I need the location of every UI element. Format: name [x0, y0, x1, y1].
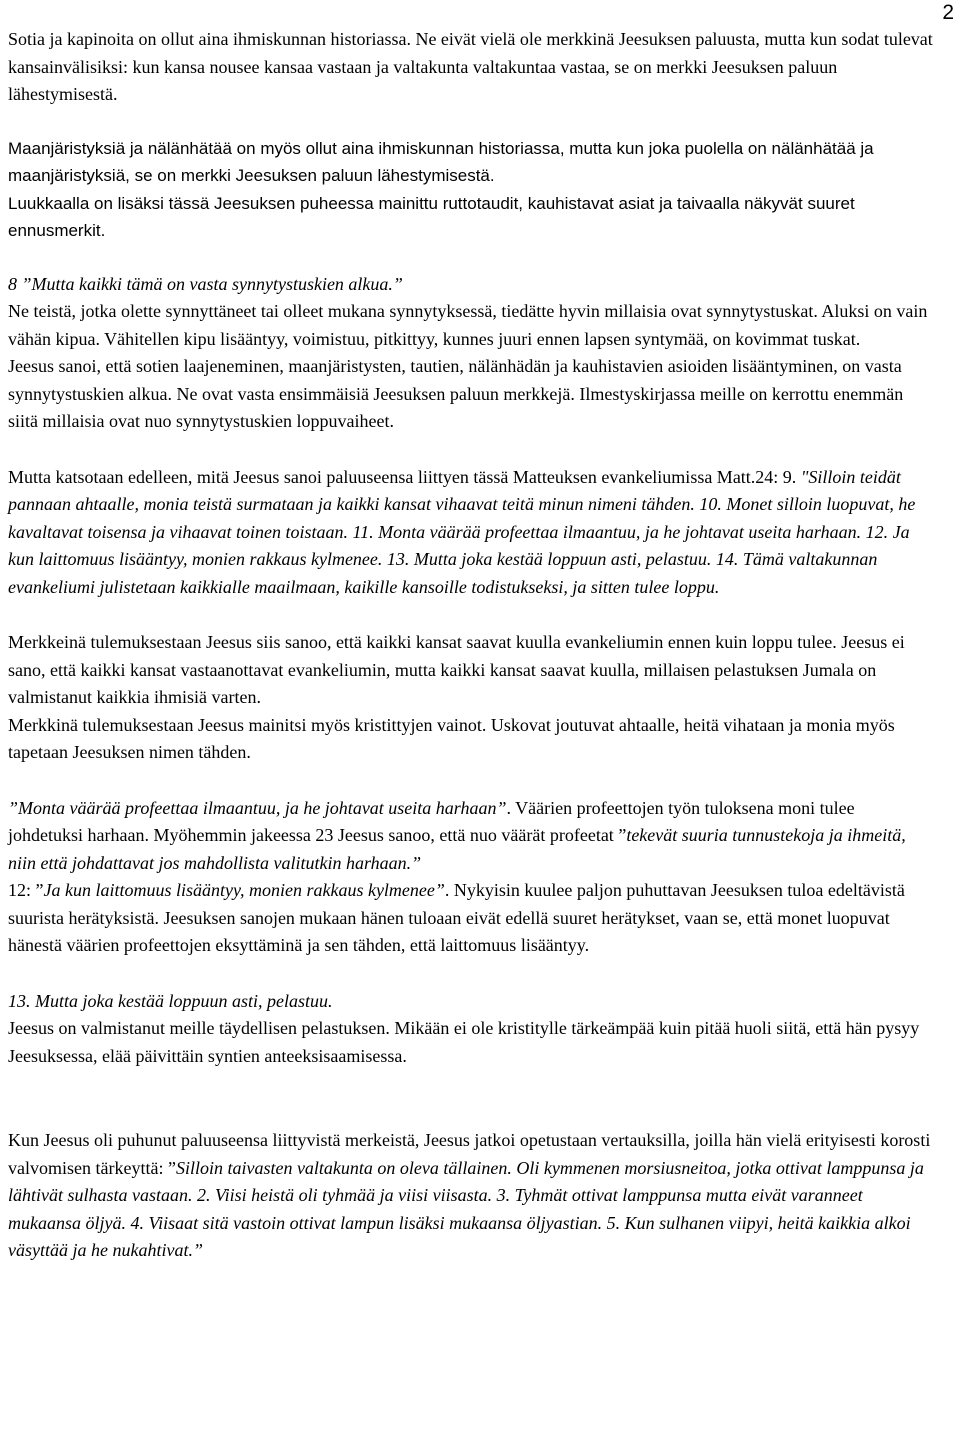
paragraph-persecution: Merkkinä tulemuksestaan Jeesus mainitsi myös kristittyjen vainot. Uskovat joutuvat ahtaalle, heitä vihataan ja monia myös tapetaan Jeesuksen nimen tähden. [8, 714, 895, 762]
paragraph-ten-virgins [8, 1127, 934, 1265]
verse-13 [8, 988, 934, 1016]
verse-12-number: 12: ” [8, 880, 44, 900]
matthew-intro: Mutta katsotaan edelleen, mitä Jeesus sanoi paluuseensa liittyen tässä Matteuksen evankeliumissa Matt.24: 9. [8, 466, 801, 487]
matthew-verses-9-14: "Silloin teidät pannaan ahtaalle, monia teistä surmataan ja kaikki kansat vihaavat teitä minun nimeni tähden. 10. Monet silloin luopuvat, he kavaltavat toisensa ja vihaavat toinen toistaan. 11. Monta väärää profeettaa ilmaantuu, ja he johtavat useita harhaan. 12. Ja kun laittomuus lisääntyy, monien rakkaus kylmenee. 13. Mutta joka kestää loppuun asti, pelastuu. 14. Tämä valtakunnan evankeliumi julistetaan kaikkialle maailmaan, kaikille kansoille todistukseksi, ja sitten tulee loppu. [8, 466, 916, 597]
false-prophets-text: . Väärien profeettojen työn tuloksena moni tulee johdetuksi harhaan. Myöhemmin jakeessa 23 Jeesus sanoo, että nuo väärät profeetat ” [8, 797, 855, 845]
paragraph-wars: Sotia ja kapinoita on ollut aina ihmiskunnan historiassa. Ne eivät vielä ole merkkinä Jeesuksen paluusta, mutta kun sodat tulevat kansainvälisiksi: kun kansa nousee kansaa vastaan ja valtakunta valtakuntaa vastaa, se on merkki Jeesuksen paluun lähestymisestä. [8, 29, 933, 104]
paragraph-false-prophets [8, 795, 934, 878]
verse-8-text: 8 ”Mutta kaikki tämä on vasta synnytystuskien alkua.” [8, 273, 403, 294]
paragraph-luke: Luukkaalla on lisäksi tässä Jeesuksen puheessa mainittu ruttotaudit, kauhistavat asiat ja taivaalla näkyvät suuret ennusmerkit. [8, 193, 855, 240]
false-prophets-quote: ”Monta väärää profeettaa ilmaantuu, ja he johtavat useita harhaan” [8, 797, 507, 818]
paragraph-matthew-24 [8, 464, 934, 602]
verse-12-quote: Ja kun laittomuus lisääntyy, monien rakkaus kylmenee” [43, 880, 445, 900]
false-prophets-quote-2: tekevät suuria tunnustekoja ja ihmeitä, niin että johdattavat jos mahdollista valitutkin harhaan.” [8, 825, 906, 873]
paragraph-birth-pains: Ne teistä, jotka olette synnyttäneet tai olleet mukana synnytyksessä, tiedätte hyvin millaisia ovat synnytystuskat. Aluksi on vain vähän kipua. Vähitellen kipu lisääntyy, voimistuu, pitkittyy, kunnes juuri ennen lapsen syntymää, on kovimmat tuskat. [8, 301, 928, 349]
lawlessness-text: . Nykyisin kuulee paljon puhuttavan Jeesuksen tuloa edeltävistä suurista herätyksistä. Jeesuksen sanojen mukaan hänen tuloaan eivät edellä suuret herätykset, vaan se, että monet luopuvat hänestä väärien profeettojen eksyttäminä ja sen tähden, että laittomuus lisääntyy. [8, 880, 905, 955]
page-number: 2 [942, 1, 954, 24]
paragraph-earthquakes: Maanjäristyksiä ja nälänhätää on myös ollut aina ihmiskunnan historiassa, mutta kun joka puolella on nälänhätää ja maanjäristyksiä, se on merkki Jeesuksen paluun lähestymisestä. [8, 138, 874, 185]
parable-intro: Kun Jeesus oli puhunut paluuseensa liittyvistä merkeistä, Jeesus jatkoi opetustaan vertauksilla, joilla hän vielä erityisesti korosti valvomisen tärkeyttä: ” [8, 1130, 931, 1178]
paragraph-salvation: Jeesus on valmistanut meille täydellisen pelastuksen. Mikään ei ole kristitylle tärkeämpää kuin pitää huoli siitä, että hän pysyy Jeesuksessa, elää päivittäin syntien anteeksisaamisessa. [8, 1018, 920, 1066]
paragraph-gospel-preached: Merkkeinä tulemuksestaan Jeesus siis sanoo, että kaikki kansat saavat kuulla evankeliumin ennen kuin loppu tulee. Jeesus ei sano, että kaikki kansat vastaanottavat evankeliumin, mutta kaikki kansat saavat kuulla, millaisen pelastuksen Jumala on valmistanut kaikkia ihmisiä varten. [8, 632, 905, 707]
parable-quote: Silloin taivasten valtakunta on oleva tällainen. Oli kymmenen morsiusneitoa, jotka ottivat lamppunsa ja lähtivät sulhasta vastaan. 2. Viisi heistä oli tyhmää ja viisi viisasta. 3. Tyhmät ottivat lamppunsa mutta eivät varanneet mukaansa öljyä. 4. Viisaat sitä vastoin ottivat lampun lisäksi mukaansa öljyastian. 5. Kun sulhanen viipyi, heitä kaikkia alkoi väsyttää ja he nukahtivat.” [8, 1157, 924, 1260]
verse-13-text: 13. Mutta joka kestää loppuun asti, pelastuu. [8, 990, 333, 1011]
paragraph-lawlessness [8, 877, 934, 960]
verse-8 [8, 271, 934, 299]
paragraph-beginning-of-pains: Jeesus sanoi, että sotien laajeneminen, maanjäristysten, tautien, nälänhädän ja kauhistavien asioiden lisääntyminen, on vasta synnytystuskien alkua. Ne ovat vasta ensimmäisiä Jeesuksen paluun merkkejä. Ilmestyskirjassa meille on kerrottu enemmän siitä millaisia ovat nuo synnytystuskien loppuvaiheet. [8, 356, 904, 431]
